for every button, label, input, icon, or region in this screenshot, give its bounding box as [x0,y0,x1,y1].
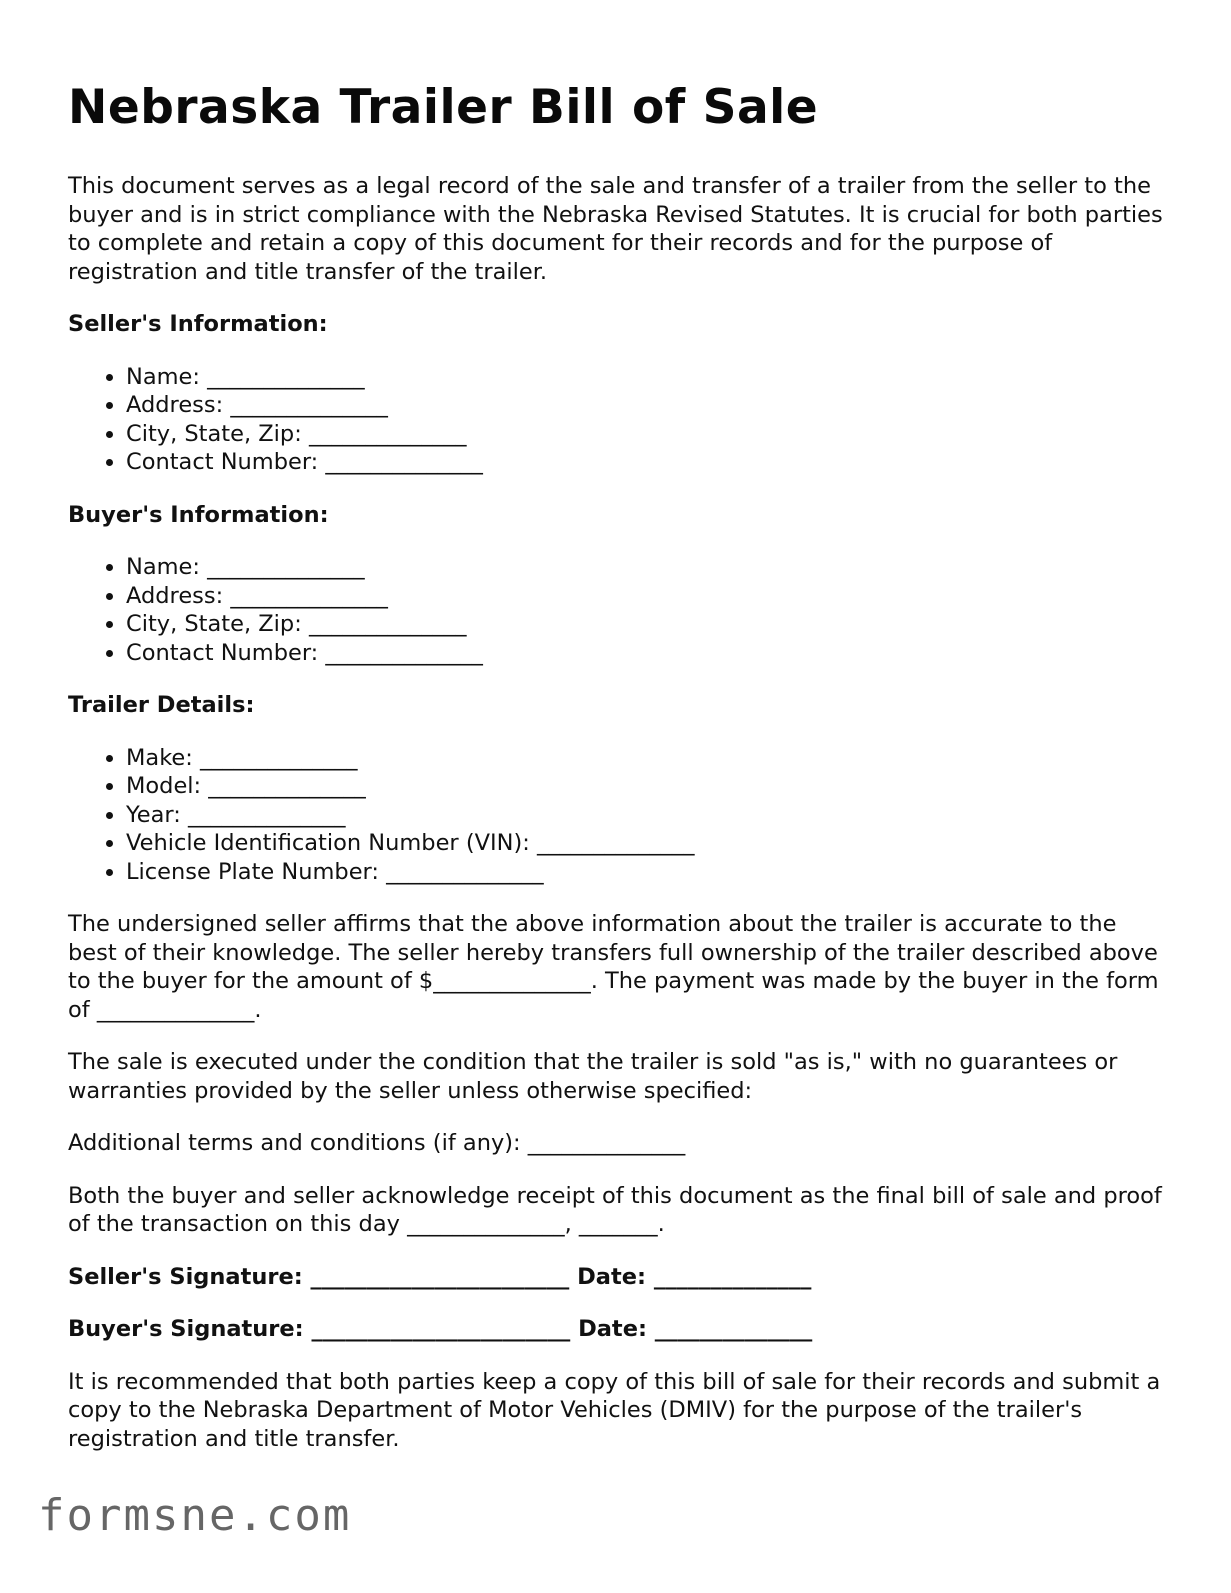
buyer-info-heading: Buyer's Information: [68,501,329,528]
seller-address-field[interactable]: • Address: ______________ [126,391,1168,420]
watermark-logo: formsne.com [38,1490,352,1541]
acknowledgment-paragraph[interactable]: Both the buyer and seller acknowledge receipt of this document as the final bill of sale and proof of the transaction on this day ______________, _______. [68,1182,1162,1238]
document-page [68,80,1168,1477]
trailer-details-list [68,744,1168,887]
buyer-city-state-zip-field[interactable]: • City, State, Zip: ______________ [126,610,1168,639]
buyer-signature-line[interactable]: Buyer's Signature: _______________________ Date: ______________ [68,1316,813,1343]
buyer-address-field[interactable]: • Address: ______________ [126,582,1168,611]
trailer-make-field[interactable]: • Make: ______________ [126,744,1168,773]
seller-contact-number-field[interactable]: • Contact Number: ______________ [126,448,1168,477]
recommendation-paragraph: It is recommended that both parties keep a copy of this bill of sale for their records and submit a copy to the Nebraska Department of Motor Vehicles (DMIV) for the purpose of the trailer's registration and title transfer. [68,1368,1161,1452]
trailer-year-field[interactable]: • Year: ______________ [126,801,1168,830]
buyer-contact-number-field[interactable]: • Contact Number: ______________ [126,639,1168,668]
affirmation-paragraph[interactable]: The undersigned seller affirms that the above information about the trailer is accurate to the best of their knowledge. The seller hereby transfers full ownership of the trailer described above to the buyer for the amount of $______________. The payment was made by the buyer in the form of ______________. [68,911,1159,1023]
seller-signature-line[interactable]: Seller's Signature: _______________________ Date: ______________ [68,1263,812,1290]
seller-city-state-zip-field[interactable]: • City, State, Zip: ______________ [126,420,1168,449]
intro-paragraph: This document serves as a legal record of the sale and transfer of a trailer from the seller to the buyer and is in strict compliance with the Nebraska Revised Statutes. It is crucial for both parties to complete and retain a copy of this document for their records and for the purpose of registration and title transfer of the trailer. [68,173,1163,285]
buyer-name-field[interactable]: • Name: ______________ [126,553,1168,582]
trailer-license-plate-field[interactable]: • License Plate Number: ______________ [126,858,1168,887]
trailer-model-field[interactable]: • Model: ______________ [126,772,1168,801]
trailer-details-heading: Trailer Details: [68,692,255,719]
as-is-paragraph: The sale is executed under the condition that the trailer is sold "as is," with no guarantees or warranties provided by the seller unless otherwise specified: [68,1049,1118,1104]
additional-terms-field[interactable]: Additional terms and conditions (if any): ______________ [68,1130,686,1157]
buyer-info-list [68,553,1168,667]
seller-info-heading: Seller's Information: [68,311,328,338]
document-title: Nebraska Trailer Bill of Sale [68,80,819,135]
seller-info-list [68,363,1168,477]
seller-name-field[interactable]: • Name: ______________ [126,363,1168,392]
trailer-vin-field[interactable]: • Vehicle Identification Number (VIN): ______________ [126,829,1168,858]
